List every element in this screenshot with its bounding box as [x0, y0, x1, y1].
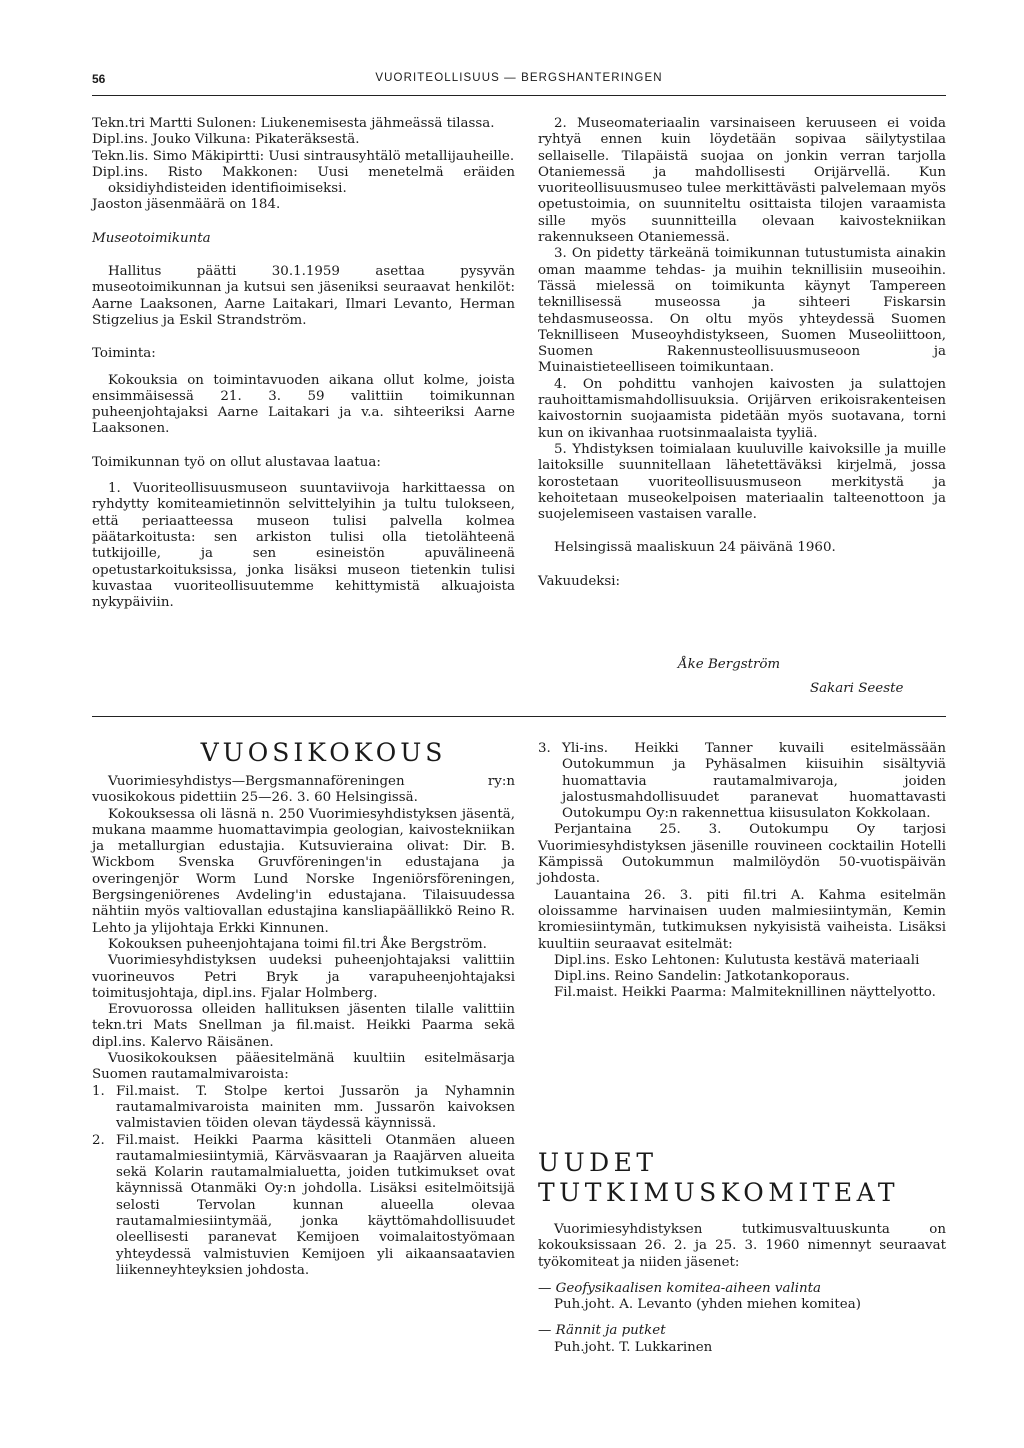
vuosikokous-left-column [92, 738, 515, 1295]
toiminta-paragraph: Kokouksia on toimintavuoden aikana ollut kolme, joista ensimmäisessä 21. 3. 59 valittiin toimikunnan puheenjohtajaksi Aarne Laitakari ja v.a. sihteeriksi Aarne Laaksonen. [92, 372, 515, 437]
vk-item-3-number: 3. [538, 741, 551, 756]
header-rule [92, 95, 946, 96]
top-left-column [92, 116, 515, 611]
vk-item-3 [538, 741, 946, 822]
top-right-column [538, 116, 946, 590]
lecture-sulonen: Tekn.tri Martti Sulonen: Liukenemisesta jähmeässä tilassa. [92, 116, 495, 131]
museo-paragraph: Hallitus päätti 30.1.1959 asettaa pysyvän museotoimikunnan ja kutsui sen jäseniksi seuraavat henkilöt: Aarne Laaksonen, Aarne Laitakari, Ilmari Levanto, Herman Stigzelius ja Eskil Strandström. [92, 264, 515, 328]
vk-item-2 [92, 1133, 515, 1295]
committee-1-chair: Puh.joht. A. Levanto (yhden miehen komitea) [554, 1297, 861, 1313]
vk-item-1-number: 1. [92, 1083, 105, 1099]
lecture-makipirtti: Tekn.lis. Simo Mäkipirtti: Uusi sintrausyhtälö metallijauheille. [92, 148, 515, 164]
uudet-intro: Vuorimiesyhdistyksen tutkimusvaltuuskunta on kokouksissaan 26. 2. ja 25. 3. 1960 nimennyt seuraavat työkomiteat ja niiden jäsenet: [538, 1222, 946, 1270]
lecture-vilkuna: Dipl.ins. Jouko Vilkuna: Pikateräksestä. [92, 132, 360, 148]
vk-item-1-text: Fil.maist. T. Stolpe kertoi Jussarön ja Nyhamnin rautamalmivaroista mainiten mm. Jussarön kaivoksen valmistavien töiden olevan täydessä käynnissä. [116, 1083, 515, 1132]
place-date: Helsingissä maaliskuun 24 päivänä 1960. [554, 540, 836, 556]
running-title: VUORITEOLLISUUS — BERGSHANTERINGEN [375, 72, 663, 84]
vk-talk-2: Dipl.ins. Reino Sandelin: Jatkotankoporaus. [554, 969, 850, 985]
work-item-1: 1. Vuoriteollisuusmuseon suuntaviivoja harkittaessa on ryhdytty komiteamietinnön selvittelyihin ja tultu tulokseen, että periaatteessa museon tulisi palvella kolmea päätarkoitusta: sen arkiston tulisi olla tietolähteenä tutkijoille, ja sen esineistön apuvälineenä opetustarkoituksissa, jonka lisäksi museon tietenkin tulisi kuvastaa vuoriteollisuutemme kehittymistä alkuajoista nykypäiviin. [92, 481, 515, 611]
signature-bergstrom: Åke Bergström [678, 657, 781, 672]
committee-1-name: — Geofysikaalisen komitea-aiheen valinta [538, 1280, 822, 1296]
vk-talk-1: Dipl.ins. Esko Lehtonen: Kulutusta kestävä materiaali [554, 952, 920, 968]
section-rule [92, 716, 946, 717]
vuosikokous-right-column [538, 741, 946, 1002]
vk-talk-3: Fil.maist. Heikki Paarma: Malmiteknillinen näyttelyotto. [554, 985, 936, 1001]
work-item-5: 5. Yhdistyksen toimialaan kuuluville kaivoksille ja muille laitoksille suunnitellaan lähetettäväksi kirjelmä, jossa korostetaan vuoriteollisuusmuseon merkitystä ja kehoitetaan museokelpoisen materiaalin talteenottoon ja suojelemiseen vastaisen varalle. [538, 441, 946, 523]
signature-seeste: Sakari Seeste [810, 681, 904, 696]
vakuudeksi-label: Vakuudeksi: [538, 573, 621, 589]
lecture-makkonen: Dipl.ins. Risto Makkonen: Uusi menetelmä eräiden oksidiyhdisteiden identifioimiseksi. [92, 164, 515, 197]
vk-main-lecture: Vuosikokouksen pääesitelmänä kuultiin esitelmäsarja Suomen rautamalmivaroista: [92, 1051, 515, 1083]
uudet-title: UUDET TUTKIMUSKOMITEAT [538, 1148, 900, 1207]
work-item-2: 2. Museomateriaalin varsinaiseen keruuseen ei voida ryhtyä ennen kuin löydetään sopivaa säilytystilaa sellaiselle. Tilapäistä suojaa on jonkin verran tarjolla Otaniemessä ja mahdollisesti Orijärvellä. Kun vuoriteollisuusmuseo tulee merkittävästi palvelemaan myös opetustoimia, on suunniteltu osittaista tilojen varaamista sille myös suunnitteilla olevaan kaivostekniikan rakennukseen Otaniemessä. [538, 116, 946, 246]
vk-intro: Vuorimiesyhdistys—Bergsmannaföreningen ry:n vuosikokous pidettiin 25—26. 3. 60 Helsingissä. [92, 774, 515, 806]
uudet-section [538, 1148, 946, 1356]
vk-attendance: Kokouksessa oli läsnä n. 250 Vuorimiesyhdistyksen jäsentä, mukana maamme huomattavimpia geologian, kaivostekniikan ja metallurgian edustajia. Kutsuvieraina olivat: Dir. B. Wickbom Svenska Gruvföreningen'in edustajana ja overingenjör Worm Lund Norske Ingeniörsföreningen, Bergsingeniörenes Avdeling'in edustajana. Tilaisuudessa nähtiin myös valtiovallan edustajina kansliapäällikkö Reino R. Lehto ja ylijohtaja Erkki Kinnunen. [92, 806, 515, 936]
vk-saturday: Lauantaina 26. 3. piti fil.tri A. Kahma esitelmän oloissamme harvinaisen uuden malmiesiintymän, Kemin kromiesiintymän, tutkimuksen nykyisistä vaiheista. Lisäksi kuultiin seuraavat esitelmät: [538, 887, 946, 952]
vk-item-2-number: 2. [92, 1132, 105, 1148]
running-header [92, 72, 946, 90]
vk-new-chair: Vuorimiesyhdistyksen uudeksi puheenjohtajaksi valittiin vuorineuvos Petri Bryk ja varapuheenjohtajaksi toimitusjohtaja, dipl.ins. Fjalar Holmberg. [92, 953, 515, 1001]
toiminta-heading: Toiminta: [92, 346, 156, 362]
work-item-3: 3. On pidetty tärkeänä toimikunnan tutustumista ainakin oman maamme tehdas- ja muihin teknillisiin museoihin. Tässä mielessä on toimikunta käynyt Tampereen teknillisessä museossa ja sihteeri Fiskarsin tehdasmuseossa. On oltu myös yhteydessä Suomen Teknilliseen Museoyhdistykseen, Suomen Museoliittoon, Suomen Rakennusteollisuusmuseoon ja Muinaistieteelliseen toimikuntaan. [538, 246, 946, 376]
vk-chair: Kokouksen puheenjohtajana toimi fil.tri Åke Bergström. [108, 936, 487, 952]
committee-2-name: — Rännit ja putket [538, 1323, 666, 1339]
vk-board: Erovuorossa olleiden hallituksen jäsenten tilalle valittiin tekn.tri Mats Snellman ja fil.maist. Heikki Paarma sekä dipl.ins. Kalervo Räisänen. [92, 1002, 515, 1050]
vk-friday: Perjantaina 25. 3. Outokumpu Oy tarjosi Vuorimiesyhdistyksen jäsenille rouvineen cocktailin Hotelli Kämpissä Outokummun malmilöydön 50-vuotispäivän johdosta. [538, 822, 946, 887]
page-number: 56 [92, 72, 106, 86]
vk-item-2-text: Fil.maist. Heikki Paarma käsitteli Otanmäen alueen rautamalmiesiintymiä, Kärväsvaaran ja Raajärven alueita sekä Kolarin rautamalmialuetta, joiden tutkimukset ovat käynnissä Otanmäki Oy:n johdolla. Lisäksi esitelmöitsijä selosti Tervolan kunnan alueella olevaa rautamalmiesiintymää, jonka käyttömahdollisuudet oleellisesti paranevat Kemijoen voimalaitostyömaan yhteydessä valmistuvien Kemijoen yli aikaansaatavien liikenneyhteyksien johdosta. [116, 1132, 515, 1278]
vk-item-3-text: Yli-ins. Heikki Tanner kuvaili esitelmässään Outokummun ja Pyhäsalmen kiisuihin sisältyviä huomattavia rautamalmivaroja, joiden jalostusmahdollisuudet paranevat huomattavasti Outokumpu Oy:n rakennettua kiisusulaton Kokkolaan. [562, 741, 946, 822]
work-intro: Toimikunnan työ on ollut alustavaa laatua: [92, 454, 381, 470]
work-item-4: 4. On pohdittu vanhojen kaivosten ja sulattojen rauhoittamismahdollisuuksia. Orijärven erikoisrakenteisen kaivostornin suojaamista pidetään myös suotavana, torni kun on ikivanhaa ruotsinmaalaista tyyliä. [538, 376, 946, 441]
committee-2-chair: Puh.joht. T. Lukkarinen [554, 1339, 713, 1355]
member-count: Jaoston jäsenmäärä on 184. [92, 197, 281, 213]
museo-heading: Museotoimikunta [92, 230, 211, 246]
vuosikokous-title: VUOSIKOKOUS [200, 738, 447, 767]
vk-item-1 [92, 1084, 515, 1133]
